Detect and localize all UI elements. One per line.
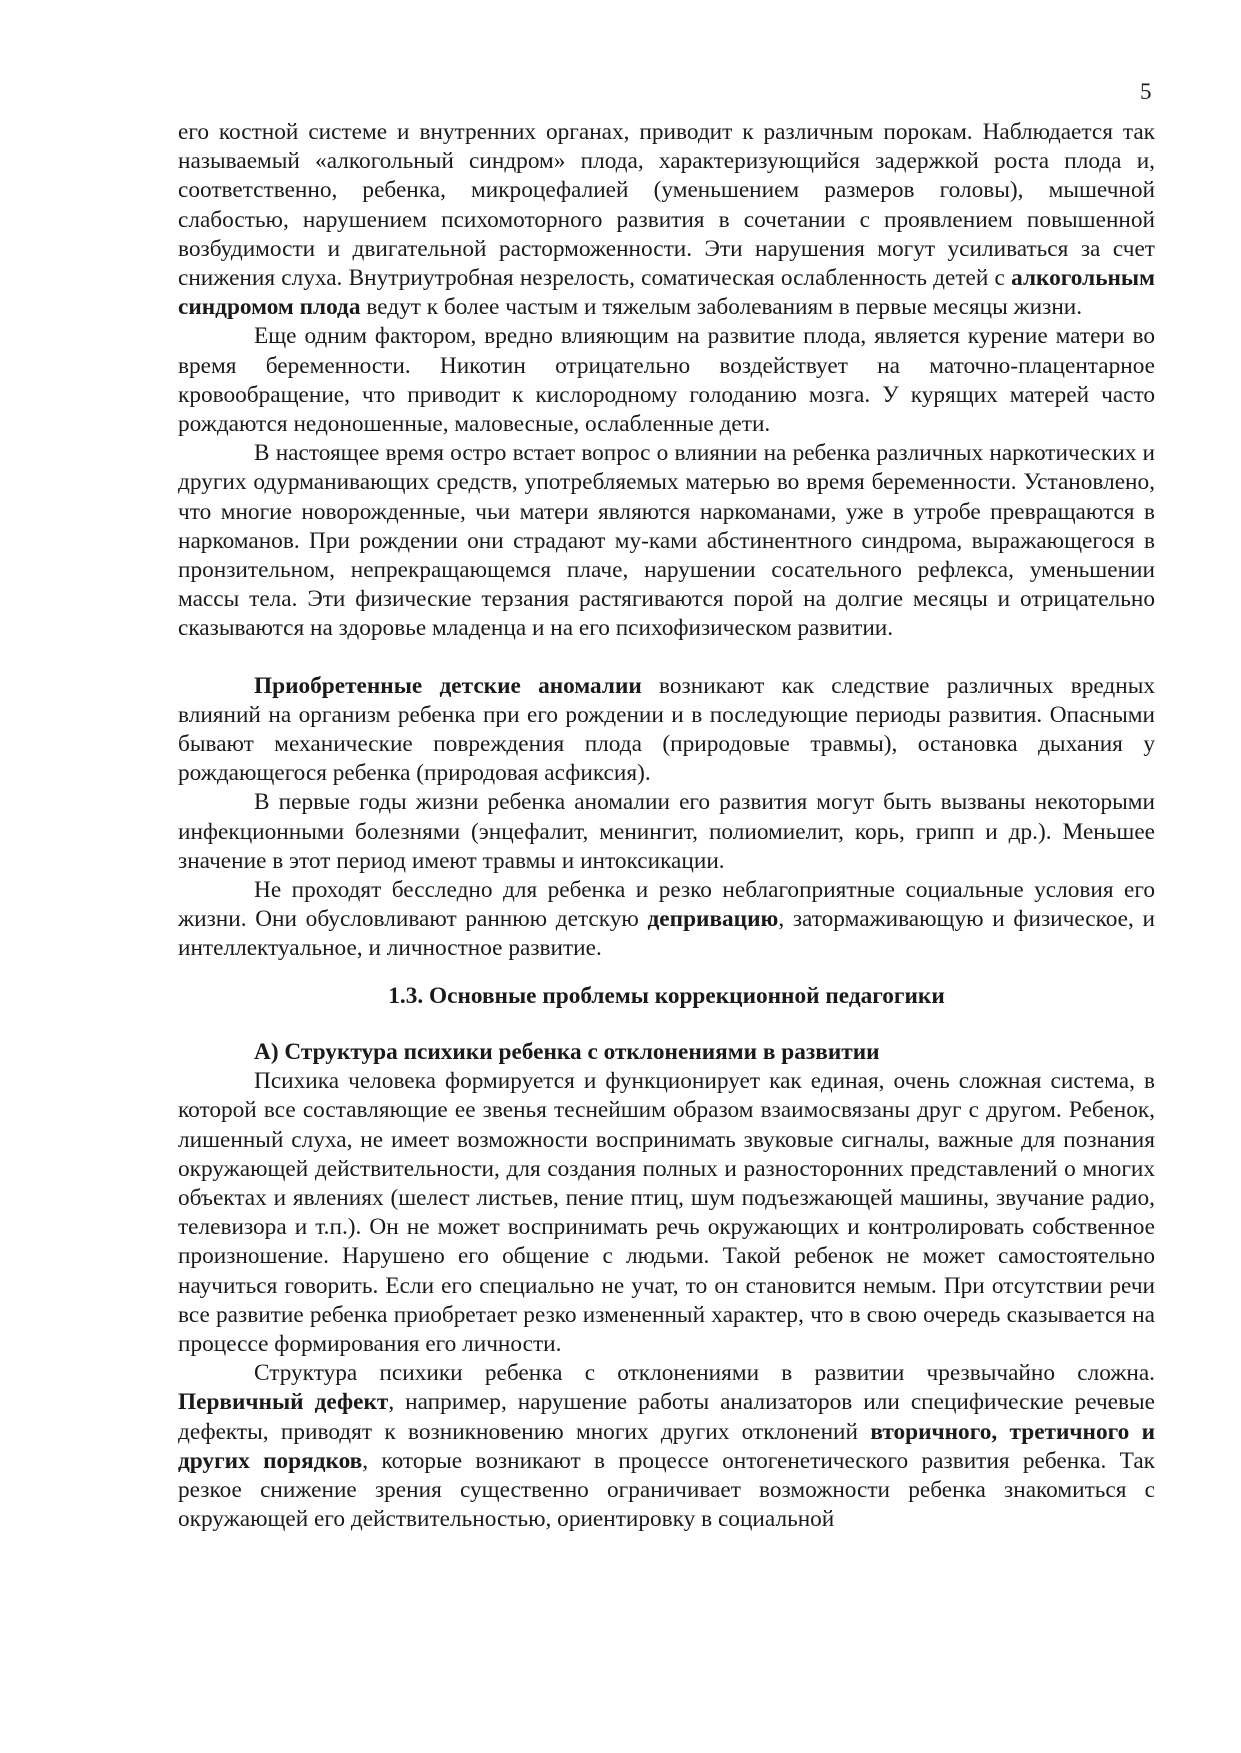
paragraph-6-text-2: , затормаживающую и физическое, и интеллектуальное, и личностное развитие. [178, 906, 1155, 962]
term-secondary-defects: вторичного, третичного и других порядков [178, 1418, 1156, 1474]
paragraph-8 [178, 1359, 1155, 1534]
document-body [178, 118, 1155, 1534]
term-alcohol-syndrome: алкогольным синдромом плода [178, 265, 1155, 321]
paragraph-8-text-2: , например, нарушение работы анализаторов или специфические речевые дефекты, приводят к возникновению многих других отклонений [178, 1389, 1156, 1445]
term-acquired-anomalies: Приобретенные детские аномалии [254, 672, 642, 699]
section-heading: 1.3. Основные проблемы коррекционной педагогики [388, 982, 945, 1009]
paragraph-5: В первые годы жизни ребенка аномалии его развития могут быть вызваны некоторыми инфекционными болезнями (энцефалит, менингит, полиомиелит, корь, грипп и др.). Меньшее значение в этот период имеют травмы и интоксикации. [178, 789, 1155, 874]
paragraph-1-text-2: ведут к более частым и тяжелым заболеваниям в первые месяцы жизни. [360, 294, 1083, 321]
paragraph-8-text-3: , которые возникают в процессе онтогенетического развития ребенка. Так резкое снижение зрения существенно ограничивает возможности ребенка знакомиться с окружающей его действительностью, ориентировку в социальной [178, 1447, 1155, 1533]
term-deprivation: депривацию [647, 906, 779, 933]
page-number: 5 [1140, 79, 1152, 104]
paragraph-2: Еще одним фактором, вредно влияющим на развитие плода, является курение матери во время беременности. Никотин отрицательно воздействует на маточно-плацентарное кровообращение, что приводит к кислородному голоданию мозга. У курящих матерей часто рождаются недоношенные, маловесные, ослабленные дети. [178, 323, 1155, 438]
paragraph-7: Психика человека формируется и функционирует как единая, очень сложная система, в которой все составляющие ее звенья теснейшим образом взаимосвязаны друг с другом. Ребенок, лишенный слуха, не имеет возможности воспринимать звуковые сигналы, важные для познания окружающей действительности, для создания полных и разносторонних представлений о многих объектах и явлениях (шелест листьев, пение птиц, шум подъезжающей машины, звучание радио, телевизора и т.п.). Он не может воспринимать речь окружающих и контролировать собственное произношение. Нарушено его общение с людьми. Такой ребенок не может самостоятельно научиться говорить. Если его специально не учат, то он становится немым. При отсутствии речи все развитие ребенка приобретает резко измененный характер, что в свою очередь сказывается на процессе формирования его личности. [178, 1068, 1155, 1357]
paragraph-1 [178, 118, 1155, 322]
term-primary-defect: Первичный дефект [178, 1389, 389, 1416]
paragraph-spacer [178, 644, 1155, 672]
paragraph-8-text-1: Структура психики ребенка с отклонениями в развитии чрезвычайно сложна. [254, 1360, 1155, 1387]
subsection-heading: А) Структура психики ребенка с отклонениями в развитии [254, 1038, 880, 1065]
paragraph-3: В настоящее время остро встает вопрос о влиянии на ребенка различных наркотических и других одурманивающих средств, употребляемых матерью во время беременности. Установлено, что многие новорожденные, чьи матери являются наркоманами, уже в утробе превращаются в наркоманов. При рождении они страдают му-ками абстинентного синдрома, выражающегося в пронзительном, непрекращающемся плаче, нарушении сосательного рефлекса, уменьшении массы тела. Эти физические терзания растягиваются порой на долгие месяцы и отрицательно сказываются на здоровье младенца и на его психофизическом развитии. [178, 440, 1155, 642]
paragraph-6-text-1: Не проходят бесследно для ребенка и резко неблагоприятные социальные условия его жизни. Они обусловливают раннюю детскую [178, 877, 1155, 933]
paragraph-4-text: возникают как следствие различных вредных влияний на организм ребенка при его рождении и в последующие периоды развития. Опасными бывают механические повреждения плода (природовые травмы), остановка дыхания у рождающегося ребенка (природовая асфиксия). [178, 672, 1155, 787]
paragraph-6 [178, 876, 1155, 964]
paragraph-1-text-1: его костной системе и внутренних органах, приводит к различным порокам. Наблюдается так называемый «алкогольный синдром» плода, характеризующийся задержкой роста плода и, соответственно, ребенка, микроцефалией (уменьшением размеров головы), мышечной слабостью, нарушением психомоторного развития в сочетании с проявлением повышенной возбудимости и двигательной расторможенности. Эти нарушения могут усиливаться за счет снижения слуха. Внутриутробная незрелость, соматическая ослабленность детей с [178, 119, 1155, 292]
paragraph-4 [178, 672, 1155, 789]
